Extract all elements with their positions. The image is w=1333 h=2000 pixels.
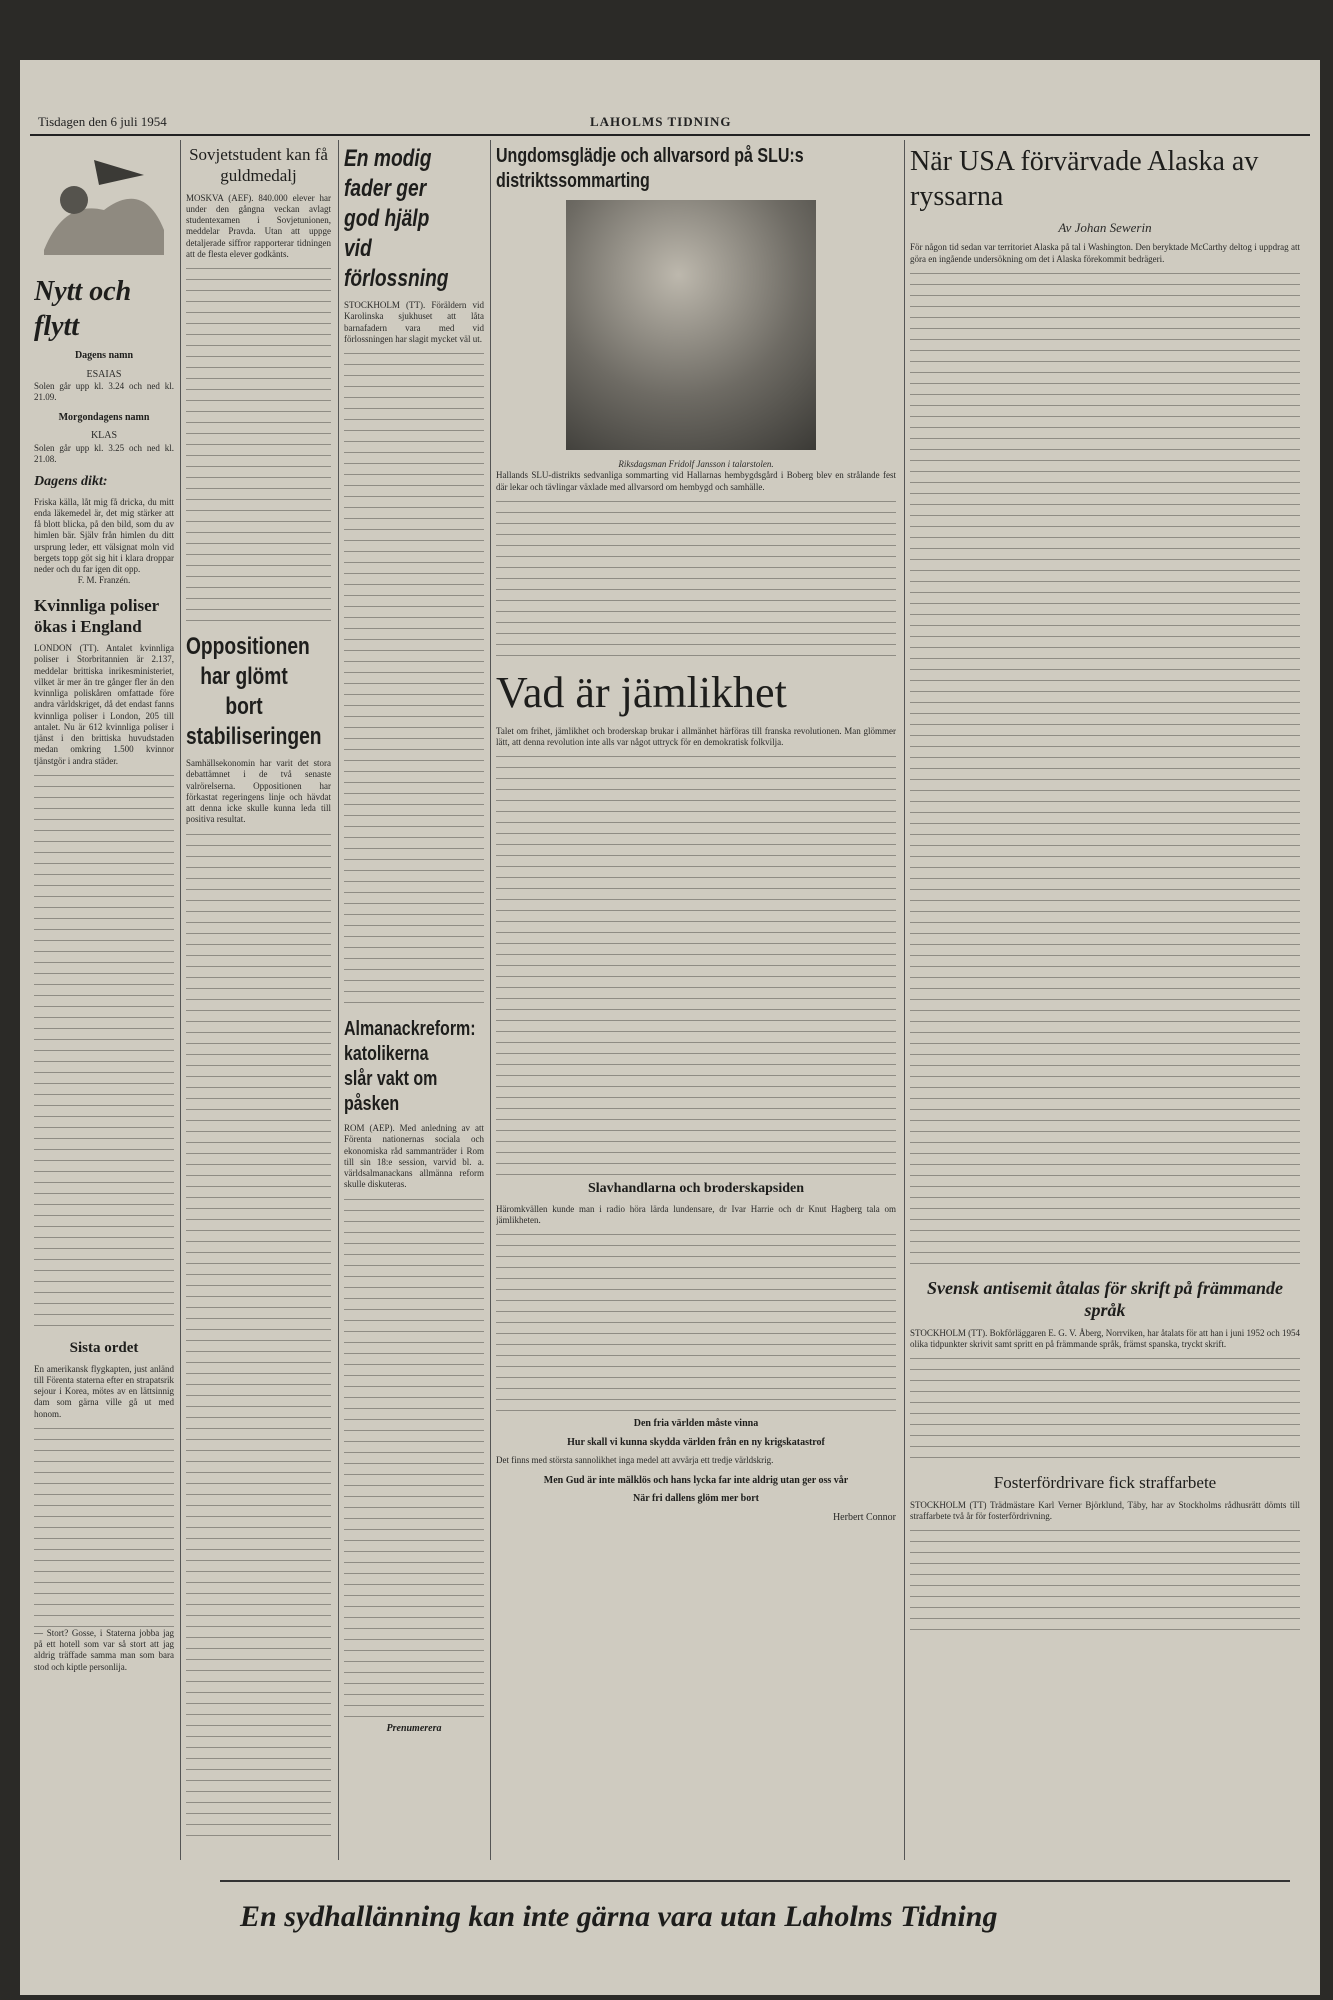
antisemit-text-lines — [910, 1358, 1300, 1468]
column-1 — [34, 140, 174, 1850]
morgon-namn: KLAS — [90, 430, 118, 441]
slu-photo — [566, 200, 816, 450]
alaska-byline: Av Johan Sewerin — [1058, 220, 1152, 235]
slu-headline: Ungdomsglädje och allvarsord på SLU:s distriktssommarting — [496, 145, 804, 192]
sun-times-2: Solen går upp kl. 3.25 och ned kl. 21.08. — [34, 442, 174, 464]
almanack-body: ROM (AEP). Med anledning av att Förenta nationernas sociala och ekonomiska råd sammanträder i Rom till sin 18:e session, varvid bl. a. världsalmanackans allmänna reform skulle diskuteras. — [344, 1123, 484, 1190]
slavhandlarna-headline: Slavhandlarna och broderskapsiden — [587, 1181, 805, 1197]
slu-photo-area — [496, 200, 896, 455]
sista-ordet-body-2: — Stort? Gosse, i Staterna jobba jag på ett hotell som var så stort att jag aldrig träffade samma man som bara stod och kiptle personlija. — [34, 1627, 174, 1672]
slu-photo-caption: Riksdagsman Fridolf Jansson i talarstolen. — [618, 459, 774, 469]
nytt-och-flytt-logo — [34, 140, 174, 270]
column-rule — [338, 140, 339, 1860]
page-header — [30, 108, 1310, 136]
foster-body: STOCKHOLM (TT) Trädmästare Karl Verner Björklund, Täby, har av Stockholms rådhusrätt dömts till straffarbete två år för fosterfördrivning. — [910, 1499, 1300, 1521]
dagens-namn: ESAIAS — [86, 368, 122, 380]
alaska-headline: När USA förvärvade Alaska av ryssarna — [910, 146, 1259, 212]
slavhandlarna-body: Häromkvällen kunde man i radio höra lärda lundensare, dr Ivar Harrie och dr Knut Hagberg tala om jämlikheten. — [496, 1203, 896, 1225]
column-rule — [180, 140, 181, 1860]
sista-ordet-body: En amerikansk flygkapten, just anländ till Förenta staterna efter en strapatsrik sejour i Korea, mötes av en lättsinnig dam som gärna ville gå ut med honom. — [34, 1363, 174, 1419]
fria-varlden-subhead: Den fria världen måste vinna — [633, 1418, 759, 1430]
masthead: LAHOLMS TIDNING — [590, 114, 732, 129]
dikt-label: Dagens dikt: — [34, 474, 108, 489]
prenumerera-label: Prenumerera — [386, 1722, 442, 1734]
column-3 — [344, 140, 484, 1850]
opposition-text-lines — [186, 834, 331, 1844]
jamlikhet-text-lines — [496, 756, 896, 1176]
opposition-headline: Oppositionen har glömt bort stabiliseringen — [186, 633, 322, 750]
glomma-subhead: När fri dallens glöm mer bort — [632, 1493, 759, 1504]
slavhandlarna-text-lines — [496, 1234, 896, 1414]
logo-title: Nytt och flytt — [34, 276, 132, 342]
newspaper-page — [20, 60, 1320, 1995]
antisemit-headline: Svensk antisemit åtalas för skrift på främmande språk — [926, 1277, 1284, 1321]
almanack-headline: Almanackreform: katolikerna slår vakt om påsken — [344, 1018, 476, 1115]
column-5 — [910, 140, 1300, 1850]
sovjet-text-lines — [186, 268, 331, 628]
foster-text-lines — [910, 1530, 1300, 1640]
alaska-body: För någon tid sedan var territoriet Alaska på tal i Washington. Den beryktade McCarthy deltog i uppdrag att göra en ingående undersökning om det i Alaska förekommit bedrägeri. — [910, 242, 1300, 264]
bottom-rule — [220, 1880, 1290, 1882]
almanack-text-lines — [344, 1199, 484, 1719]
dikt-text: Friska källa, låt mig få dricka, du mitt enda läkemedel är, det mig stärker att få blott blicka, på den bild, som du av himlen bär. Själv från himlen du ditt ursprung leder, ett välsignat moln vid bergets topp göt sig hit i klara droppar neder och du far igen dit opp. — [34, 496, 174, 574]
sista-ordet-headline: Sista ordet — [69, 1339, 139, 1356]
opposition-body: Samhällsekonomin har varit det stora debattämnet i de två senaste valrörelserna. Oppositionen har förkastat regeringens linje och hävdat att denna icke skulle kunna leda till positiva resultat. — [186, 758, 331, 825]
slu-text-lines — [496, 501, 896, 661]
column-2 — [186, 140, 331, 1850]
sovjet-body: MOSKVA (AEF). 840.000 elever har under den gångna veckan avlagt studentexamen i Sovjetunionen, meddelar Pravda. Utan att uppge detaljerade siffror rapporterar tidningen att de flesta elever godkänts. — [186, 192, 331, 259]
issue-date: Tisdagen den 6 juli 1954 — [38, 114, 167, 129]
foster-headline: Fosterfördrivare fick straffarbete — [993, 1473, 1217, 1493]
alaska-text-lines — [910, 273, 1300, 1273]
fader-body: STOCKHOLM (TT). Föräldern vid Karolinska sjukhuset att låta barnafadern vara med vid förlossningen har slagit mycket väl ut. — [344, 300, 484, 344]
fader-headline: En modig fader ger god hjälp vid förlossning — [344, 145, 449, 292]
poliser-text-lines — [34, 775, 174, 1335]
krigskatastrof-body: Det finns med största sannolikhet inga medel att avvärja ett tredje världskrig. — [496, 1455, 774, 1466]
article-signature: Herbert Connor — [832, 1511, 896, 1523]
sista-ordet-lines — [34, 1428, 174, 1628]
column-rule — [904, 140, 905, 1860]
antisemit-body: STOCKHOLM (TT). Bokförläggaren E. G. V. Åberg, Norrviken, har åtalats för att han i juni 1952 och 1954 olika tidpunkter skrivit samt spritt en på främmande språk, främst spanska, tryckt skrift. — [910, 1327, 1300, 1349]
column-rule — [490, 140, 491, 1860]
poliser-body: LONDON (TT). Antalet kvinnliga poliser i Storbritannien är 2.137, meddelar brittiska inrikesministeriet, vilket är mer än tre gånger fler än den kvinnliga poliskåren omfattade före andra världskriget, då det endast fanns kvinnliga poliser i London, 205 till antalet. Nu är 612 kvinnliga poliser i tjänst i den brittiska huvudstaden medan omkring 1.500 kvinnor tjänstgör i andra städer. — [34, 643, 174, 766]
bleed-through-ad — [220, 1950, 1290, 1980]
fader-text-lines — [344, 353, 484, 1013]
sovjet-headline: Sovjetstudent kan få guldmedalj — [189, 145, 328, 186]
promo-banner: En sydhallänning kan inte gärna vara utan Laholms Tidning — [240, 1900, 998, 1933]
poliser-headline: Kvinnliga poliser ökas i England — [34, 595, 159, 636]
gud-subhead: Men Gud är inte mälklös och hans lycka far inte aldrig utan ger oss vår — [543, 1474, 849, 1486]
column-4 — [496, 140, 896, 1850]
dagens-namn-label: Dagens namn — [74, 350, 134, 361]
dikt-author: F. M. Franzén. — [77, 575, 131, 586]
krigskatastrof-subhead: Hur skall vi kunna skydda världen från en ny krigskatastrof — [567, 1436, 825, 1448]
slu-body: Hallands SLU-distrikts sedvanliga sommarting vid Hallarnas hembygdsgård i Boberg blev en strålande fest där lekar och tävlingar växlade med allvarsord om hembygd och samhälle. — [496, 470, 896, 492]
jamlikhet-headline: Vad är jämlikhet — [496, 667, 787, 717]
morgon-label: Morgondagens namn — [58, 411, 150, 423]
sun-times-1: Solen går upp kl. 3.24 och ned kl. 21.09. — [34, 381, 174, 403]
jamlikhet-body: Talet om frihet, jämlikhet och broderskap brukar i allmänhet härföras till franska revolutionen. Man glömmer lätt, att denna revolution inte alls var något uttryck för en demokratisk folkvilja. — [496, 725, 896, 747]
